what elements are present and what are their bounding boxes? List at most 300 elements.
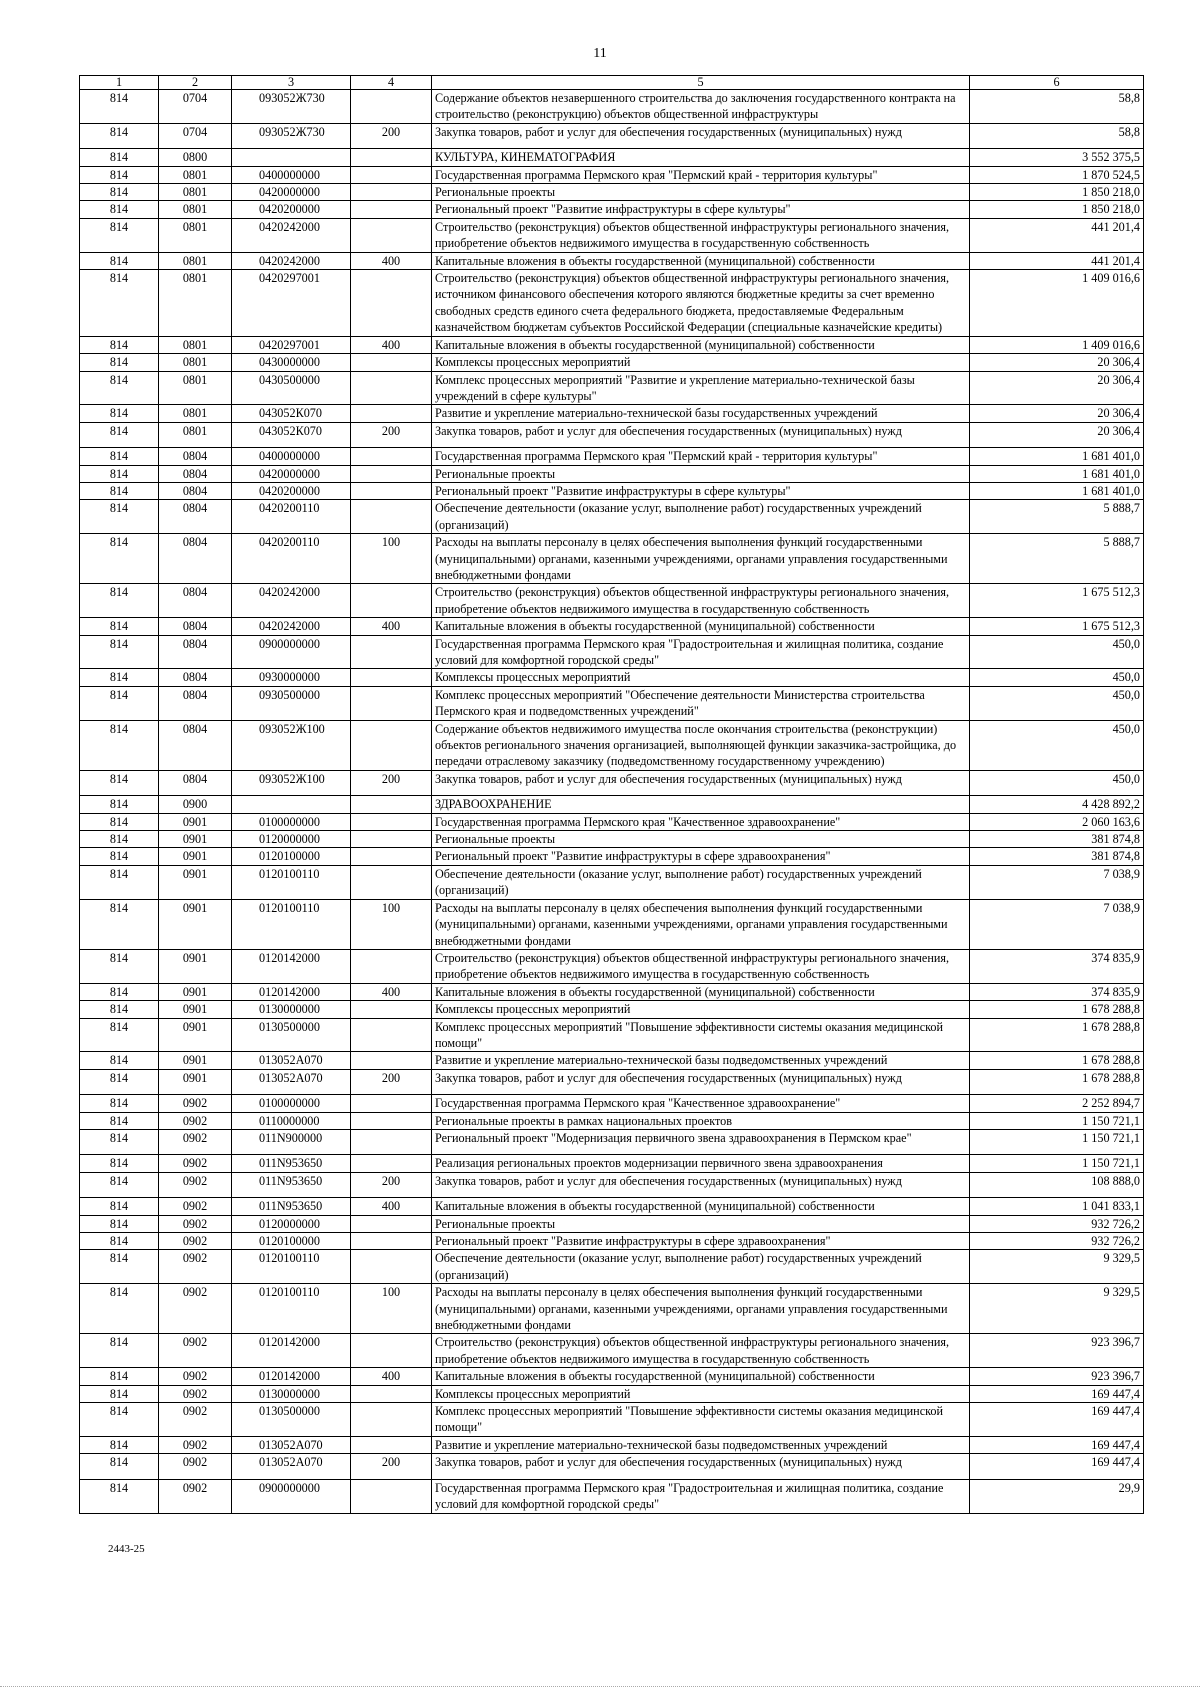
ministry-code-cell: 814 — [80, 1368, 159, 1385]
table-row — [80, 1069, 1144, 1094]
table-row — [80, 184, 1144, 201]
section-code-cell: 0901 — [159, 983, 232, 1000]
amount-cell: 9 329,5 — [970, 1284, 1144, 1334]
target-article-cell: 093052Ж100 — [232, 720, 351, 770]
table-row — [80, 1052, 1144, 1069]
section-code-cell: 0901 — [159, 1069, 232, 1094]
ministry-code-cell: 814 — [80, 1112, 159, 1129]
ministry-code-cell: 814 — [80, 201, 159, 218]
target-article-cell: 043052К070 — [232, 405, 351, 422]
section-code-cell: 0801 — [159, 201, 232, 218]
ministry-code-cell: 814 — [80, 1095, 159, 1112]
table-row — [80, 201, 1144, 218]
expense-type-cell — [351, 1018, 432, 1052]
target-article-cell: 013052А070 — [232, 1052, 351, 1069]
description-cell: Региональные проекты в рамках национальных проектов — [432, 1112, 970, 1129]
table-row — [80, 1368, 1144, 1385]
table-row — [80, 354, 1144, 371]
table-row — [80, 1112, 1144, 1129]
expense-type-cell — [351, 1385, 432, 1402]
ministry-code-cell: 814 — [80, 686, 159, 720]
amount-cell: 381 874,8 — [970, 831, 1144, 848]
description-cell: Государственная программа Пермского края "Градостроительная и жилищная политика, создание условий для комфортной городской среды" — [432, 635, 970, 669]
target-article-cell: 0120100110 — [232, 865, 351, 899]
ministry-code-cell: 814 — [80, 618, 159, 635]
expense-type-cell: 400 — [351, 983, 432, 1000]
section-code-cell: 0801 — [159, 184, 232, 201]
ministry-code-cell: 814 — [80, 1454, 159, 1479]
header-cell: 5 — [432, 76, 970, 90]
target-article-cell: 0420200000 — [232, 201, 351, 218]
table-row — [80, 500, 1144, 534]
ministry-code-cell: 814 — [80, 813, 159, 830]
description-cell: Обеспечение деятельности (оказание услуг, выполнение работ) государственных учреждений (организаций) — [432, 500, 970, 534]
amount-cell: 1 678 288,8 — [970, 1018, 1144, 1052]
amount-cell: 1 681 401,0 — [970, 482, 1144, 499]
amount-cell: 1 870 524,5 — [970, 166, 1144, 183]
table-row — [80, 635, 1144, 669]
description-cell: Региональные проекты — [432, 831, 970, 848]
expense-type-cell — [351, 686, 432, 720]
section-code-cell: 0901 — [159, 848, 232, 865]
ministry-code-cell: 814 — [80, 500, 159, 534]
table-row — [80, 831, 1144, 848]
description-cell: Содержание объектов недвижимого имущества после окончания строительства (реконструкции) объектов регионального значения организацией, выполняющей функции заказчика-застройщика, до передачи отраслевому заказчику (подведомственному государственному учреждению) — [432, 720, 970, 770]
target-article-cell: 0130000000 — [232, 1001, 351, 1018]
table-row — [80, 1215, 1144, 1232]
target-article-cell: 0420000000 — [232, 465, 351, 482]
description-cell: Расходы на выплаты персоналу в целях обеспечения выполнения функций государственными (муниципальными) органами, казенными учреждениями, органами управления государственными внебюджетными фондами — [432, 1284, 970, 1334]
expense-type-cell — [351, 1112, 432, 1129]
section-code-cell: 0704 — [159, 90, 232, 124]
section-code-cell: 0902 — [159, 1129, 232, 1154]
description-cell: Государственная программа Пермского края "Качественное здравоохранение" — [432, 1095, 970, 1112]
description-cell: Строительство (реконструкция) объектов общественной инфраструктуры регионального значения, приобретение объектов недвижимого имущества в государственную собственность — [432, 218, 970, 252]
expense-type-cell — [351, 354, 432, 371]
target-article-cell: 0110000000 — [232, 1112, 351, 1129]
description-cell: Региональный проект "Модернизация первичного звена здравоохранения в Пермском крае" — [432, 1129, 970, 1154]
ministry-code-cell: 814 — [80, 252, 159, 269]
description-cell: Строительство (реконструкция) объектов общественной инфраструктуры регионального значения, источником финансового обеспечения которого являются бюджетные кредиты за счет временно свободных средств единого счета федерального бюджета, предоставляемые Федеральным казначейством бюджетам субъектов Российской Федерации (специальные казначейские кредиты) — [432, 270, 970, 337]
description-cell: Капитальные вложения в объекты государственной (муниципальной) собственности — [432, 252, 970, 269]
ministry-code-cell: 814 — [80, 465, 159, 482]
description-cell: Комплексы процессных мероприятий — [432, 1385, 970, 1402]
table-row — [80, 1001, 1144, 1018]
description-cell: Развитие и укрепление материально-технической базы подведомственных учреждений — [432, 1052, 970, 1069]
table-row — [80, 448, 1144, 465]
description-cell: КУЛЬТУРА, КИНЕМАТОГРАФИЯ — [432, 149, 970, 166]
ministry-code-cell: 814 — [80, 983, 159, 1000]
target-article-cell: 0120100110 — [232, 1250, 351, 1284]
description-cell: ЗДРАВООХРАНЕНИЕ — [432, 796, 970, 813]
ministry-code-cell: 814 — [80, 949, 159, 983]
table-row — [80, 686, 1144, 720]
description-cell: Закупка товаров, работ и услуг для обеспечения государственных (муниципальных) нужд — [432, 422, 970, 447]
target-article-cell: 0120142000 — [232, 949, 351, 983]
target-article-cell: 0420200000 — [232, 482, 351, 499]
amount-cell: 374 835,9 — [970, 983, 1144, 1000]
amount-cell: 441 201,4 — [970, 252, 1144, 269]
section-code-cell: 0902 — [159, 1284, 232, 1334]
amount-cell: 923 396,7 — [970, 1334, 1144, 1368]
table-row — [80, 1250, 1144, 1284]
expense-type-cell — [351, 1436, 432, 1453]
header-cell: 6 — [970, 76, 1144, 90]
page-number: 11 — [593, 46, 607, 61]
ministry-code-cell: 814 — [80, 448, 159, 465]
amount-cell: 1 678 288,8 — [970, 1001, 1144, 1018]
expense-type-cell — [351, 465, 432, 482]
table-row — [80, 813, 1144, 830]
section-code-cell: 0901 — [159, 949, 232, 983]
target-article-cell: 0930500000 — [232, 686, 351, 720]
header-cell: 2 — [159, 76, 232, 90]
table-row — [80, 1436, 1144, 1453]
section-code-cell: 0902 — [159, 1095, 232, 1112]
amount-cell: 3 552 375,5 — [970, 149, 1144, 166]
description-cell: Комплексы процессных мероприятий — [432, 669, 970, 686]
table-header-row — [80, 76, 1144, 90]
ministry-code-cell: 814 — [80, 149, 159, 166]
expense-type-cell: 100 — [351, 899, 432, 949]
table-row — [80, 983, 1144, 1000]
table-row — [80, 166, 1144, 183]
table-row — [80, 270, 1144, 337]
amount-cell: 1 150 721,1 — [970, 1155, 1144, 1172]
target-article-cell: 043052К070 — [232, 422, 351, 447]
expense-type-cell — [351, 1001, 432, 1018]
table-row — [80, 1129, 1144, 1154]
target-article-cell: 0120142000 — [232, 1334, 351, 1368]
table-row — [80, 1198, 1144, 1215]
amount-cell: 1 150 721,1 — [970, 1129, 1144, 1154]
expense-type-cell — [351, 1129, 432, 1154]
target-article-cell: 0400000000 — [232, 448, 351, 465]
section-code-cell: 0902 — [159, 1436, 232, 1453]
section-code-cell: 0901 — [159, 813, 232, 830]
section-code-cell: 0900 — [159, 796, 232, 813]
amount-cell: 450,0 — [970, 635, 1144, 669]
description-cell: Комплексы процессных мероприятий — [432, 354, 970, 371]
table-row — [80, 482, 1144, 499]
section-code-cell: 0801 — [159, 218, 232, 252]
description-cell: Комплекс процессных мероприятий "Обеспечение деятельности Министерства строительства Пермского края и подведомственных учреждений" — [432, 686, 970, 720]
description-cell: Капитальные вложения в объекты государственной (муниципальной) собственности — [432, 1368, 970, 1385]
amount-cell: 441 201,4 — [970, 218, 1144, 252]
ministry-code-cell: 814 — [80, 796, 159, 813]
description-cell: Закупка товаров, работ и услуг для обеспечения государственных (муниципальных) нужд — [432, 1069, 970, 1094]
expense-type-cell: 200 — [351, 1454, 432, 1479]
table-row — [80, 1479, 1144, 1513]
table-row — [80, 371, 1144, 405]
expense-type-cell — [351, 218, 432, 252]
ministry-code-cell: 814 — [80, 899, 159, 949]
expense-type-cell — [351, 635, 432, 669]
table-row — [80, 422, 1144, 447]
section-code-cell: 0902 — [159, 1233, 232, 1250]
target-article-cell: 0120100110 — [232, 899, 351, 949]
table-row — [80, 1095, 1144, 1112]
table-row — [80, 1233, 1144, 1250]
ministry-code-cell: 814 — [80, 770, 159, 795]
target-article-cell — [232, 796, 351, 813]
expense-type-cell — [351, 1233, 432, 1250]
amount-cell: 9 329,5 — [970, 1250, 1144, 1284]
amount-cell: 169 447,4 — [970, 1436, 1144, 1453]
ministry-code-cell: 814 — [80, 1052, 159, 1069]
section-code-cell: 0901 — [159, 831, 232, 848]
table-row — [80, 618, 1144, 635]
table-row — [80, 949, 1144, 983]
amount-cell: 450,0 — [970, 720, 1144, 770]
description-cell: Обеспечение деятельности (оказание услуг, выполнение работ) государственных учреждений (организаций) — [432, 865, 970, 899]
target-article-cell: 011N953650 — [232, 1155, 351, 1172]
description-cell: Капитальные вложения в объекты государственной (муниципальной) собственности — [432, 336, 970, 353]
expense-type-cell — [351, 201, 432, 218]
description-cell: Обеспечение деятельности (оказание услуг, выполнение работ) государственных учреждений (организаций) — [432, 1250, 970, 1284]
section-code-cell: 0902 — [159, 1454, 232, 1479]
description-cell: Комплекс процессных мероприятий "Повышение эффективности системы оказания медицинской помощи" — [432, 1018, 970, 1052]
section-code-cell: 0804 — [159, 500, 232, 534]
section-code-cell: 0901 — [159, 1001, 232, 1018]
target-article-cell: 0120000000 — [232, 1215, 351, 1232]
expense-type-cell — [351, 1479, 432, 1513]
target-article-cell — [232, 149, 351, 166]
description-cell: Комплекс процессных мероприятий "Повышение эффективности системы оказания медицинской помощи" — [432, 1403, 970, 1437]
section-code-cell: 0800 — [159, 149, 232, 166]
expense-type-cell: 400 — [351, 1368, 432, 1385]
ministry-code-cell: 814 — [80, 1172, 159, 1197]
section-code-cell: 0902 — [159, 1385, 232, 1402]
ministry-code-cell: 814 — [80, 635, 159, 669]
ministry-code-cell: 814 — [80, 1069, 159, 1094]
target-article-cell: 011N953650 — [232, 1172, 351, 1197]
target-article-cell: 013052А070 — [232, 1069, 351, 1094]
table-row — [80, 865, 1144, 899]
expense-type-cell: 200 — [351, 1069, 432, 1094]
table-row — [80, 770, 1144, 795]
amount-cell: 1 850 218,0 — [970, 184, 1144, 201]
amount-cell: 1 678 288,8 — [970, 1052, 1144, 1069]
amount-cell: 20 306,4 — [970, 422, 1144, 447]
target-article-cell: 013052А070 — [232, 1436, 351, 1453]
table-row — [80, 1454, 1144, 1479]
expense-type-cell — [351, 270, 432, 337]
description-cell: Развитие и укрепление материально-технической базы государственных учреждений — [432, 405, 970, 422]
description-cell: Государственная программа Пермского края "Качественное здравоохранение" — [432, 813, 970, 830]
target-article-cell: 093052Ж730 — [232, 123, 351, 148]
description-cell: Закупка товаров, работ и услуг для обеспечения государственных (муниципальных) нужд — [432, 770, 970, 795]
section-code-cell: 0804 — [159, 534, 232, 584]
expense-type-cell — [351, 1334, 432, 1368]
section-code-cell: 0902 — [159, 1403, 232, 1437]
table-row — [80, 1284, 1144, 1334]
expense-type-cell — [351, 448, 432, 465]
description-cell: Капитальные вложения в объекты государственной (муниципальной) собственности — [432, 983, 970, 1000]
target-article-cell: 011N900000 — [232, 1129, 351, 1154]
description-cell: Государственная программа Пермского края "Пермский край - территория культуры" — [432, 448, 970, 465]
ministry-code-cell: 814 — [80, 1284, 159, 1334]
ministry-code-cell: 814 — [80, 1250, 159, 1284]
target-article-cell: 0900000000 — [232, 1479, 351, 1513]
ministry-code-cell: 814 — [80, 166, 159, 183]
table-row — [80, 405, 1144, 422]
amount-cell: 20 306,4 — [970, 354, 1144, 371]
section-code-cell: 0902 — [159, 1172, 232, 1197]
ministry-code-cell: 814 — [80, 848, 159, 865]
section-code-cell: 0804 — [159, 618, 232, 635]
expense-type-cell — [351, 720, 432, 770]
expense-type-cell — [351, 1095, 432, 1112]
description-cell: Капитальные вложения в объекты государственной (муниципальной) собственности — [432, 618, 970, 635]
expense-type-cell — [351, 949, 432, 983]
target-article-cell: 013052А070 — [232, 1454, 351, 1479]
expense-type-cell: 400 — [351, 1198, 432, 1215]
expense-type-cell — [351, 813, 432, 830]
target-article-cell: 0430500000 — [232, 371, 351, 405]
table-row — [80, 149, 1144, 166]
target-article-cell: 0100000000 — [232, 813, 351, 830]
amount-cell: 29,9 — [970, 1479, 1144, 1513]
amount-cell: 4 428 892,2 — [970, 796, 1144, 813]
expense-type-cell — [351, 405, 432, 422]
amount-cell: 20 306,4 — [970, 405, 1144, 422]
description-cell: Региональные проекты — [432, 184, 970, 201]
amount-cell: 923 396,7 — [970, 1368, 1144, 1385]
table-row — [80, 218, 1144, 252]
target-article-cell: 093052Ж730 — [232, 90, 351, 124]
description-cell: Региональные проекты — [432, 465, 970, 482]
ministry-code-cell: 814 — [80, 831, 159, 848]
description-cell: Государственная программа Пермского края "Пермский край - территория культуры" — [432, 166, 970, 183]
table-row — [80, 465, 1144, 482]
page-bottom-rule — [0, 1686, 1200, 1687]
description-cell: Строительство (реконструкция) объектов общественной инфраструктуры регионального значения, приобретение объектов недвижимого имущества в государственную собственность — [432, 584, 970, 618]
section-code-cell: 0902 — [159, 1368, 232, 1385]
section-code-cell: 0902 — [159, 1479, 232, 1513]
amount-cell: 108 888,0 — [970, 1172, 1144, 1197]
target-article-cell: 011N953650 — [232, 1198, 351, 1215]
amount-cell: 1 681 401,0 — [970, 465, 1144, 482]
description-cell: Региональный проект "Развитие инфраструктуры в сфере здравоохранения" — [432, 848, 970, 865]
target-article-cell: 0120000000 — [232, 831, 351, 848]
ministry-code-cell: 814 — [80, 405, 159, 422]
description-cell: Реализация региональных проектов модернизации первичного звена здравоохранения — [432, 1155, 970, 1172]
table-row — [80, 534, 1144, 584]
header-cell: 4 — [351, 76, 432, 90]
ministry-code-cell: 814 — [80, 669, 159, 686]
ministry-code-cell: 814 — [80, 1479, 159, 1513]
description-cell: Региональный проект "Развитие инфраструктуры в сфере здравоохранения" — [432, 1233, 970, 1250]
ministry-code-cell: 814 — [80, 218, 159, 252]
amount-cell: 932 726,2 — [970, 1215, 1144, 1232]
target-article-cell: 0130500000 — [232, 1018, 351, 1052]
ministry-code-cell: 814 — [80, 123, 159, 148]
table-row — [80, 123, 1144, 148]
target-article-cell: 0420200110 — [232, 500, 351, 534]
target-article-cell: 0120142000 — [232, 983, 351, 1000]
expense-type-cell: 400 — [351, 252, 432, 269]
section-code-cell: 0801 — [159, 270, 232, 337]
expense-type-cell — [351, 371, 432, 405]
target-article-cell: 0120100000 — [232, 848, 351, 865]
ministry-code-cell: 814 — [80, 1385, 159, 1402]
target-article-cell: 0120100000 — [232, 1233, 351, 1250]
target-article-cell: 0120142000 — [232, 1368, 351, 1385]
header-cell: 1 — [80, 76, 159, 90]
expense-type-cell — [351, 149, 432, 166]
section-code-cell: 0901 — [159, 899, 232, 949]
target-article-cell: 0130500000 — [232, 1403, 351, 1437]
table-row — [80, 1018, 1144, 1052]
amount-cell: 2 060 163,6 — [970, 813, 1144, 830]
ministry-code-cell: 814 — [80, 354, 159, 371]
section-code-cell: 0901 — [159, 865, 232, 899]
target-article-cell: 0420242000 — [232, 218, 351, 252]
target-article-cell: 0420242000 — [232, 618, 351, 635]
amount-cell: 7 038,9 — [970, 899, 1144, 949]
amount-cell: 450,0 — [970, 669, 1144, 686]
table-row — [80, 90, 1144, 124]
amount-cell: 1 150 721,1 — [970, 1112, 1144, 1129]
description-cell: Содержание объектов незавершенного строительства до заключения государственного контракта на строительство (реконструкцию) объектов общественной инфраструктуры — [432, 90, 970, 124]
target-article-cell: 0420297001 — [232, 270, 351, 337]
section-code-cell: 0801 — [159, 336, 232, 353]
target-article-cell: 0430000000 — [232, 354, 351, 371]
ministry-code-cell: 814 — [80, 1155, 159, 1172]
table-row — [80, 252, 1144, 269]
amount-cell: 1 681 401,0 — [970, 448, 1144, 465]
amount-cell: 1 041 833,1 — [970, 1198, 1144, 1215]
header-cell: 3 — [232, 76, 351, 90]
section-code-cell: 0902 — [159, 1112, 232, 1129]
section-code-cell: 0804 — [159, 448, 232, 465]
amount-cell: 1 678 288,8 — [970, 1069, 1144, 1094]
amount-cell: 1 409 016,6 — [970, 336, 1144, 353]
expense-type-cell — [351, 1155, 432, 1172]
ministry-code-cell: 814 — [80, 865, 159, 899]
target-article-cell: 0900000000 — [232, 635, 351, 669]
ministry-code-cell: 814 — [80, 1403, 159, 1437]
ministry-code-cell: 814 — [80, 1436, 159, 1453]
amount-cell: 450,0 — [970, 770, 1144, 795]
amount-cell: 5 888,7 — [970, 534, 1144, 584]
section-code-cell: 0801 — [159, 405, 232, 422]
expense-type-cell — [351, 90, 432, 124]
expense-type-cell: 400 — [351, 618, 432, 635]
ministry-code-cell: 814 — [80, 720, 159, 770]
target-article-cell: 0420242000 — [232, 252, 351, 269]
ministry-code-cell: 814 — [80, 422, 159, 447]
amount-cell: 169 447,4 — [970, 1385, 1144, 1402]
ministry-code-cell: 814 — [80, 90, 159, 124]
target-article-cell: 0420297001 — [232, 336, 351, 353]
ministry-code-cell: 814 — [80, 482, 159, 499]
table-row — [80, 720, 1144, 770]
expense-type-cell: 200 — [351, 422, 432, 447]
amount-cell: 932 726,2 — [970, 1233, 1144, 1250]
ministry-code-cell: 814 — [80, 584, 159, 618]
amount-cell: 1 850 218,0 — [970, 201, 1144, 218]
section-code-cell: 0902 — [159, 1198, 232, 1215]
amount-cell: 1 675 512,3 — [970, 584, 1144, 618]
section-code-cell: 0804 — [159, 465, 232, 482]
section-code-cell: 0902 — [159, 1215, 232, 1232]
table-row — [80, 1172, 1144, 1197]
amount-cell: 7 038,9 — [970, 865, 1144, 899]
amount-cell: 5 888,7 — [970, 500, 1144, 534]
table-row — [80, 1385, 1144, 1402]
